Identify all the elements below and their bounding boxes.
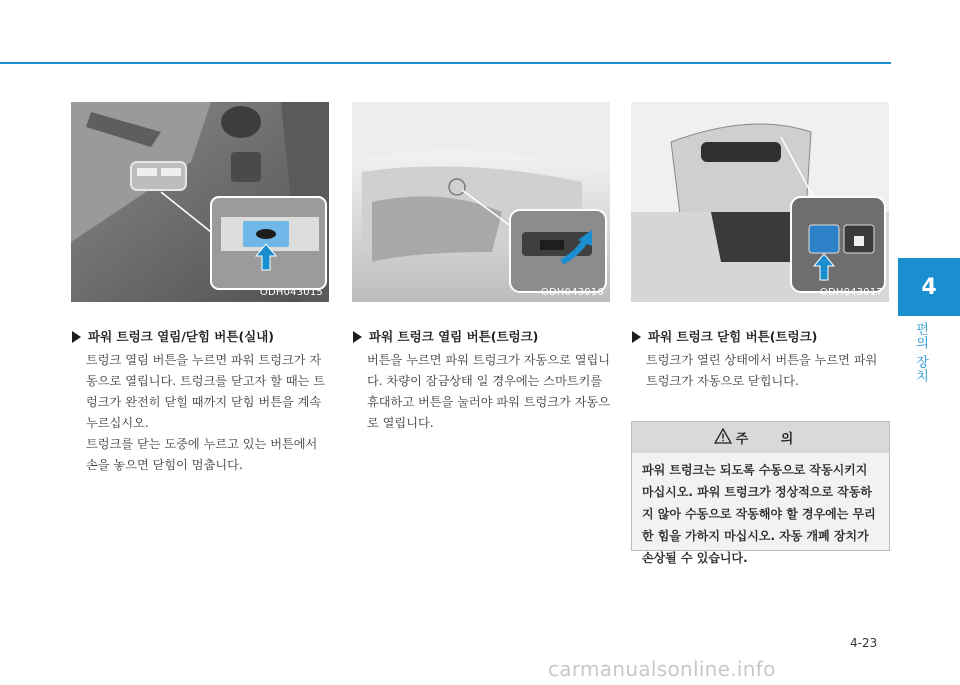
section-title-trunk-close (632, 327, 817, 345)
trunk-rear-illustration (352, 102, 610, 302)
section-title-interior (72, 327, 274, 345)
paragraph: 버튼을 누르면 파워 트렁크가 자동으로 열립니다. 차량이 잠금상태 일 경우에는 스마트키를 휴대하고 버튼을 눌러야 파워 트렁크가 자동으로 열립니다. (367, 353, 611, 430)
top-rule (0, 62, 891, 64)
arrow-bullet-icon (353, 331, 362, 343)
section-title-text: 파워 트렁크 닫힘 버튼(트렁크) (648, 329, 818, 344)
section-body-trunk-open (367, 350, 613, 434)
figure-code: ODH043017 (819, 287, 883, 298)
paragraph: 트렁크를 닫는 도중에 누르고 있는 버튼에서 손을 놓으면 닫힘이 멈춥니다. (86, 437, 318, 472)
chapter-number: 4 (921, 274, 937, 300)
section-title-trunk-open (353, 327, 538, 345)
figure-interior-switch (71, 102, 329, 302)
warning-triangle-icon (714, 428, 732, 448)
footer-watermark[interactable]: carmanualsonline.info (548, 657, 776, 681)
caution-text: 파워 트렁크는 되도록 수동으로 작동시키지 마십시오. 파워 트렁크가 정상적으로 작동하지 않아 수동으로 작동해야 할 경우에는 무리한 힘을 가하지 마십시오. 자동 개폐 장치가 손상될 수 있습니다. (642, 463, 876, 565)
figure-trunk-open-button (352, 102, 610, 302)
section-body-interior (86, 350, 332, 476)
figure-code: ODH043016 (540, 287, 604, 298)
caution-header (632, 422, 889, 453)
caution-box (631, 421, 890, 565)
chapter-tab[interactable] (898, 258, 960, 316)
page-number: 4-23 (850, 636, 878, 650)
figure-trunk-close-button (631, 102, 889, 302)
figure-code: ODH043015 (259, 287, 323, 298)
section-title-text: 파워 트렁크 열림/닫힘 버튼(실내) (88, 329, 275, 344)
caution-title: 주 의 (735, 432, 808, 447)
section-body-trunk-close (646, 350, 892, 392)
trunk-open-illustration (631, 102, 889, 302)
section-title-text: 파워 트렁크 열림 버튼(트렁크) (369, 329, 539, 344)
chapter-title: 편의 장치 (913, 322, 928, 384)
arrow-bullet-icon (632, 331, 641, 343)
dashboard-illustration (71, 102, 329, 302)
paragraph: 트렁크 열림 버튼을 누르면 파워 트렁크가 자동으로 열립니다. 트렁크를 닫고자 할 때는 트렁크가 완전히 닫힐 때까지 닫힘 버튼을 계속 누르십시오. (86, 353, 326, 430)
paragraph: 트렁크가 열린 상태에서 버튼을 누르면 파워 트렁크가 자동으로 닫힙니다. (646, 353, 878, 388)
arrow-bullet-icon (72, 331, 81, 343)
